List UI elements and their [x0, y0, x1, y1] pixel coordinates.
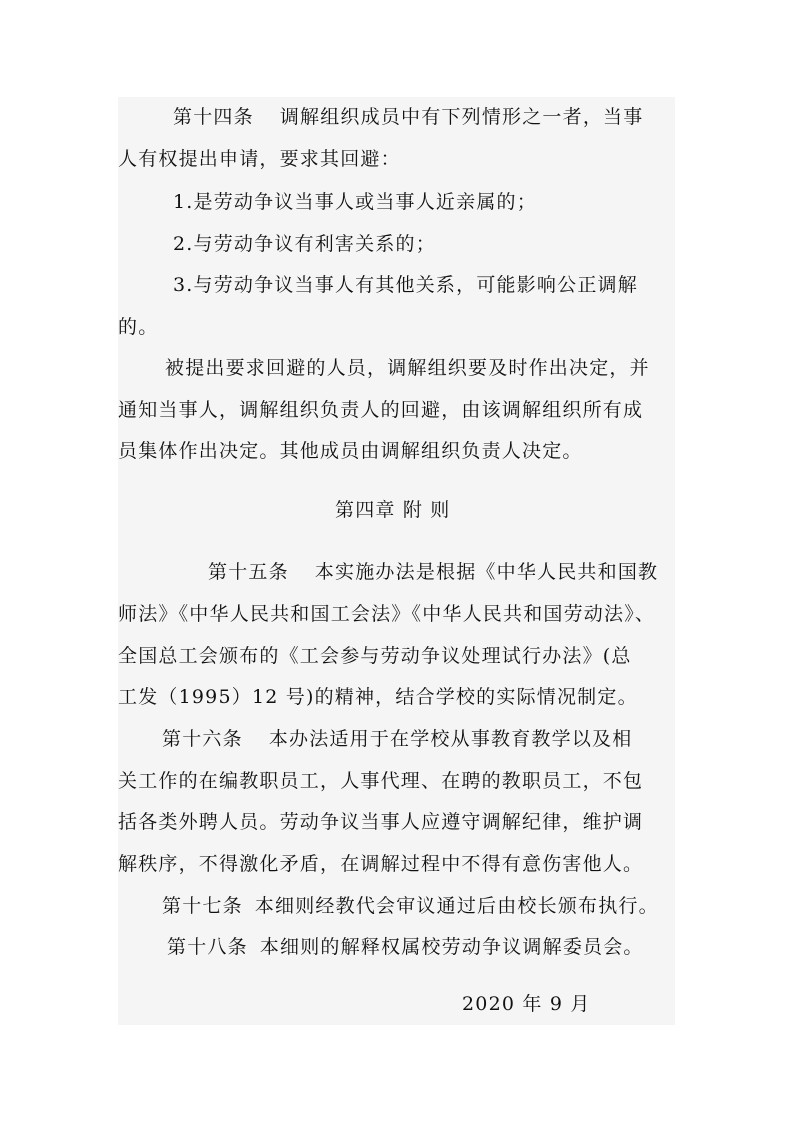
article-16-label: 第十六条	[162, 728, 243, 750]
article-15-line-2: 师法》《中华人民共和国工会法》《中华人民共和国劳动法》、	[118, 603, 656, 625]
article-14-label: 第十四条	[173, 106, 254, 128]
article-16-line-1	[162, 727, 632, 751]
document-date: 2020 年 9 月	[462, 993, 591, 1015]
article-16-line-2: 关工作的在编教职员工，人事代理、在聘的教职员工，不包	[118, 770, 644, 792]
article-14-item-3-cont: 的。	[118, 316, 159, 338]
article-14-item-2: 2.与劳动争议有利害关系的；	[173, 233, 436, 255]
article-15-label: 第十五条	[208, 561, 289, 583]
article-15-line-4: 工发（1995）12 号)的精神，结合学校的实际情况制定。	[118, 686, 638, 708]
article-14-line-2: 人有权提出申请，要求其回避：	[118, 148, 401, 170]
article-14-line-1	[173, 105, 643, 129]
article-14-para-line-2: 通知当事人，调解组织负责人的回避，由该调解组织所有成	[118, 399, 644, 421]
article-17-text: 本细则经教代会审议通过后由校长颁布执行。	[254, 895, 659, 917]
article-14-para-line-3: 员集体作出决定。其他成员由调解组织负责人决定。	[118, 440, 583, 462]
document-page	[118, 97, 675, 1025]
article-16-line-3: 括各类外聘人员。劳动争议当事人应遵守调解纪律，维护调	[118, 811, 644, 833]
article-16-text-1: 本办法适用于在学校从事教育教学以及相	[268, 728, 633, 750]
article-17-line	[162, 894, 659, 918]
article-15-line-3: 全国总工会颁布的《工会参与劳动争议处理试行办法》(总	[118, 645, 632, 667]
article-15-text-1: 本实施办法是根据《中华人民共和国教	[314, 561, 659, 583]
article-16-line-4: 解秩序，不得激化矛盾，在调解过程中不得有意伤害他人。	[118, 853, 644, 875]
article-15-line-1	[208, 560, 658, 584]
article-14-para-line-1: 被提出要求回避的人员，调解组织要及时作出决定，并	[165, 357, 650, 379]
article-18-label: 第十八条	[167, 936, 248, 958]
article-17-label: 第十七条	[162, 895, 243, 917]
article-14-text-1: 调解组织成员中有下列情形之一者，当事	[279, 106, 644, 128]
article-14-item-1: 1.是劳动争议当事人或当事人近亲属的；	[173, 191, 537, 213]
article-18-text: 本细则的解释权属校劳动争议调解委员会。	[259, 936, 644, 958]
chapter-title: 第四章 附 则	[335, 499, 451, 521]
article-14-item-3: 3.与劳动争议当事人有其他关系，可能影响公正调解	[173, 274, 638, 296]
article-18-line	[167, 935, 644, 959]
